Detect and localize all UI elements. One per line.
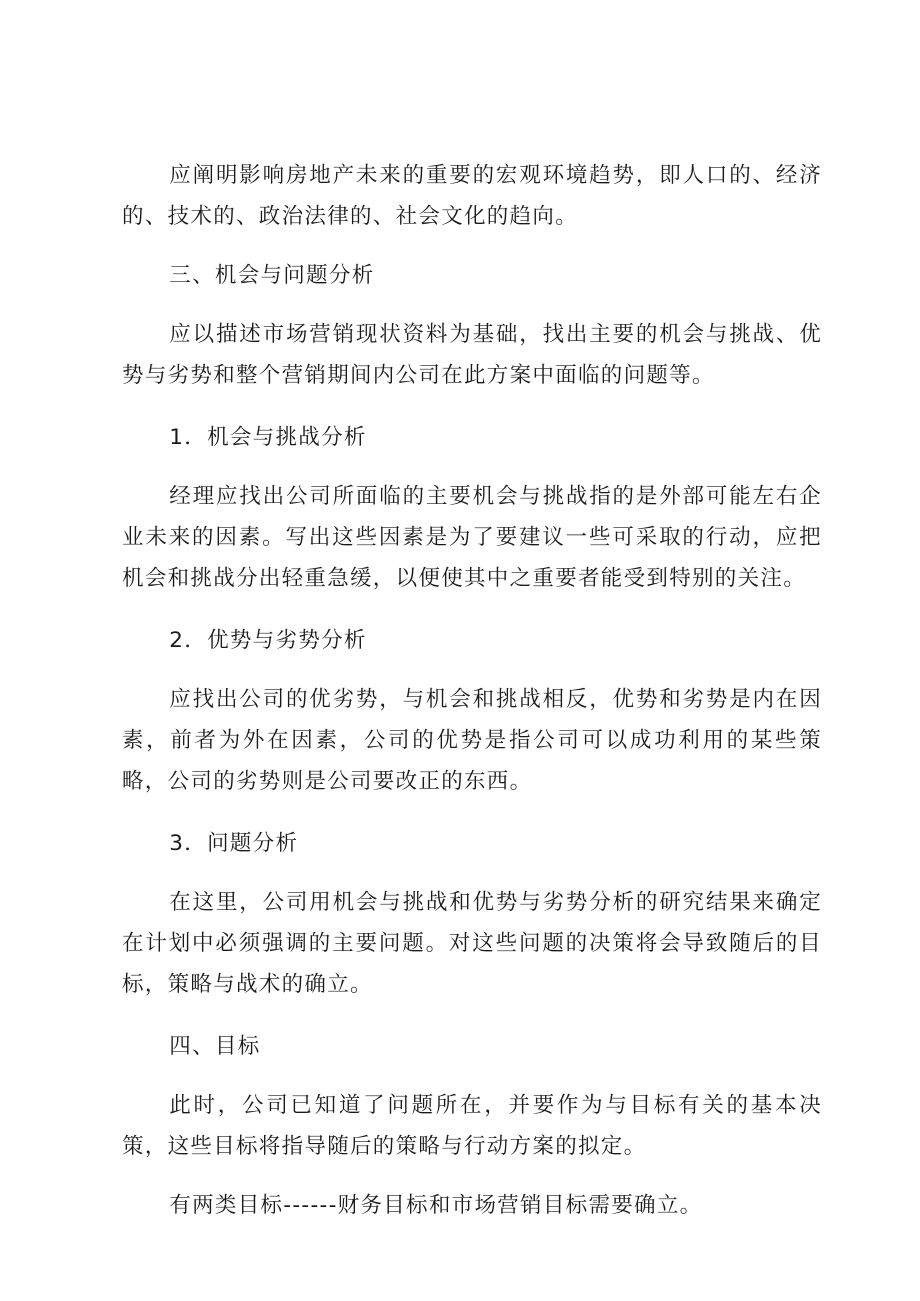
section-heading-opportunities-problems: 三、机会与问题分析 xyxy=(169,263,375,288)
document-body xyxy=(122,155,822,1226)
paragraph-strength-weakness: 应找出公司的优劣势，与机会和挑战相反，优势和劣势是内在因素，前者为外在因素，公司的优势是指公司可以成功利用的某些策略，公司的劣势则是公司要改正的东西。 xyxy=(122,687,822,794)
paragraph-problem-analysis: 在这里，公司用机会与挑战和优势与劣势分析的研究结果来确定在计划中必须强调的主要问题。对这些问题的决策将会导致随后的目标，策略与战术的确立。 xyxy=(122,890,822,997)
subheading-opportunity-challenge: 1．机会与挑战分析 xyxy=(169,425,367,450)
section-heading-objectives: 四、目标 xyxy=(169,1034,261,1059)
paragraph-objectives: 此时，公司已知道了问题所在，并要作为与目标有关的基本决策，这些目标将指导随后的策略与行动方案的拟定。 xyxy=(122,1093,822,1159)
paragraph-objective-types: 有两类目标------财务目标和市场营销目标需要确立。 xyxy=(169,1193,703,1218)
subheading-strength-weakness: 2．优势与劣势分析 xyxy=(169,628,367,653)
subheading-problem-analysis: 3．问题分析 xyxy=(169,831,299,856)
paragraph-opportunity-overview: 应以描述市场营销现状资料为基础，找出主要的机会与挑战、优势与劣势和整个营销期间内公司在此方案中面临的问题等。 xyxy=(122,322,822,388)
paragraph-macro-trends: 应阐明影响房地产未来的重要的宏观环境趋势，即人口的、经济的、技术的、政治法律的、社会文化的趋向。 xyxy=(122,163,822,229)
paragraph-opportunity-challenge: 经理应找出公司所面临的主要机会与挑战指的是外部可能左右企业未来的因素。写出这些因素是为了要建议一些可采取的行动，应把机会和挑战分出轻重急缓，以便使其中之重要者能受到特别的关注。 xyxy=(122,484,822,591)
